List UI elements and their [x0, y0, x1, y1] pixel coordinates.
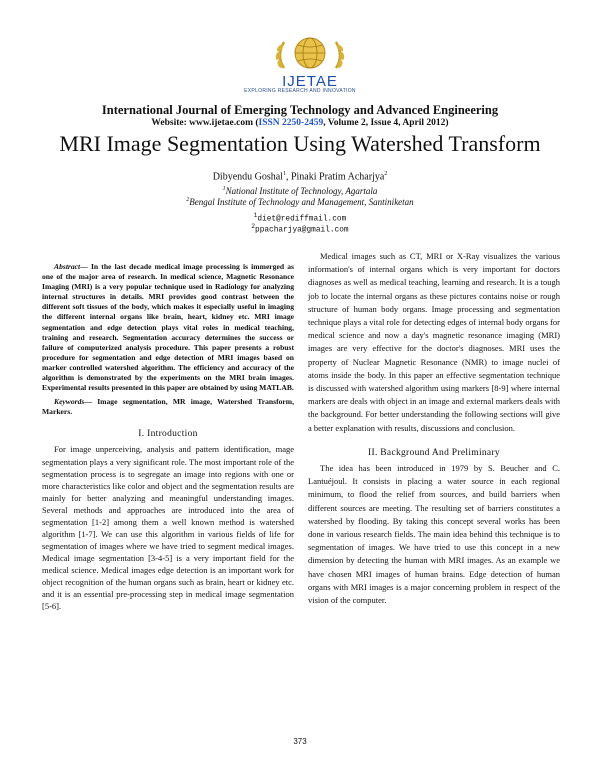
background-paragraph: The idea has been introduced in 1979 by S. Beucher and C. Lantuéjoul. It consists in placing a water source in each regional minimum, to flood the relief from sources, and build barriers when different sources are meeting. The resulting set of barriers constitutes a watershed by flooding. By taking this concept several works has been done in various research fields. The main idea behind this technique is to segmentation of images. We have tried to use this concept in a new dimension by detecting the human with MRI images. As an example we have chosen MRI images of human brains. Edge detection of human organs with MRI images is a major concerning problem in respect of the vision of the computer.	[308, 462, 560, 605]
left-column	[42, 262, 294, 612]
author-email: $^2$ppacharjya@gmail.com	[251, 223, 349, 235]
keywords	[42, 397, 294, 417]
page-number: 373	[293, 737, 307, 746]
paper-title: MRI Image Segmentation Using Watershed Transform	[59, 131, 541, 156]
section-heading-background: II. Background And Preliminary	[368, 447, 500, 458]
website-suffix: , Volume 2, Issue 4, April 2012)	[323, 118, 449, 128]
author-name: Pinaki Pratim Acharjya	[290, 171, 385, 183]
email-link[interactable]: ppacharjya@gmail.com	[255, 226, 349, 235]
abstract-text: — In the last decade medical image processing is immerged as one of the major area of research. In medical science, Magnetic Resonance Imaging (MRI) is a very popular technique used in Radiology for analyzing internal structures in details. MRI provides good contrast between the different soft tissues of the body, which makes it especially useful in imaging the different internal organs like brain, heart, kidney etc. MRI image segmentation and edge detection plays vital roles in medical teaching, training and research. Segmentation accuracy determines the success or failure of computerized analysis procedure. This paper presents a robust procedure for segmentation and edge detection of MRI images based on marker controlled watershed algorithm. The efficiency and accuracy of the algorithm is demonstrated by the experiments on the MRI brain images. Experimental results presented in this paper are obtained by using MATLAB.	[42, 262, 294, 393]
affiliation: $^1$National Institute of Technology, Agartala	[222, 186, 378, 196]
abstract-label: Abstract	[54, 262, 81, 271]
author-email: $^1$diet@rediffmail.com	[253, 212, 347, 224]
svg-text:IJETAE: IJETAE	[282, 73, 338, 90]
abstract	[42, 262, 294, 393]
intro-paragraph-2: Medical images such as CT, MRI or X-Ray visualizes the various information's of internal organs which is very important for doctors diagnoses as well as medical teaching, learning and research. It is a tough job to locate the internal organs as these pictures contains noise or rough structure of human body organs. Image processing and segmentation technique plays a vital role for detecting edges of internal body organs for medical science and now a day's magnetic resonance imaging (MRI) images are very effective for the doctor's diagnoses. MRI uses the property of Nuclear Magnetic Resonance (NMR) to image nuclei of atoms inside the body. In this paper an effective segmentation technique is discussed with watershed algorithm using markers [8-9] where internal markers are deals with object in an image and external markers deals with the background. For better understanding the following sections will give a better explanation with results, discussions and conclusion.	[308, 251, 560, 433]
author-superscript: 2	[384, 171, 388, 177]
email-link[interactable]: diet@rediffmail.com	[257, 215, 347, 224]
keywords-text: — Image segmentation, MR image, Watershed Transform, Markers.	[42, 397, 294, 417]
section-heading-introduction: I. Introduction	[138, 429, 198, 440]
affiliation: $^2$Bengal Institute of Technology and Management, Santiniketan	[186, 197, 414, 207]
author-superscript: 1	[282, 171, 286, 177]
globe-icon	[295, 38, 325, 68]
website-prefix: Website: www.ijetae.com (	[151, 118, 259, 128]
right-column	[308, 250, 560, 607]
journal-website	[40, 118, 560, 128]
author-name: Dibyendu Goshal	[212, 171, 283, 183]
journal-name: International Journal of Emerging Technology and Advanced Engineering	[101, 103, 499, 117]
author-list: Dibyendu Goshal$^1$, Pinaki Pratim Acharjya$^2$	[212, 171, 388, 183]
keywords-label: Keywords	[54, 397, 85, 407]
logo-tagline: EXPLORING RESEARCH AND INNOVATION	[244, 88, 356, 94]
issn-link[interactable]: ISSN 2250-2459	[258, 118, 324, 128]
intro-paragraph: For image unperceiving, analysis and pattern identification, mage segmentation plays a very significant role. The most important role of the segmentation process is to segregate an image into regions with one or more characteristics like color and object and the segmentation results are mainly for better analyzing and meaningful understanding images. Several methods and approaches are introduced into the area of segmentation [1-2] among them a well known method is watershed algorithm [1-7]. We can use this algorithm in various fields of life for segmentation of images where we have tried to segment medical images. Medical image segmentation [3-4-5] is a very important field for the medical science. Medical images edge detection is an important work for object recognition of the human organs such as brain, heart or kidney etc. and it is an essential pre-processing step in medical image segmentation [5-6].	[42, 444, 294, 612]
